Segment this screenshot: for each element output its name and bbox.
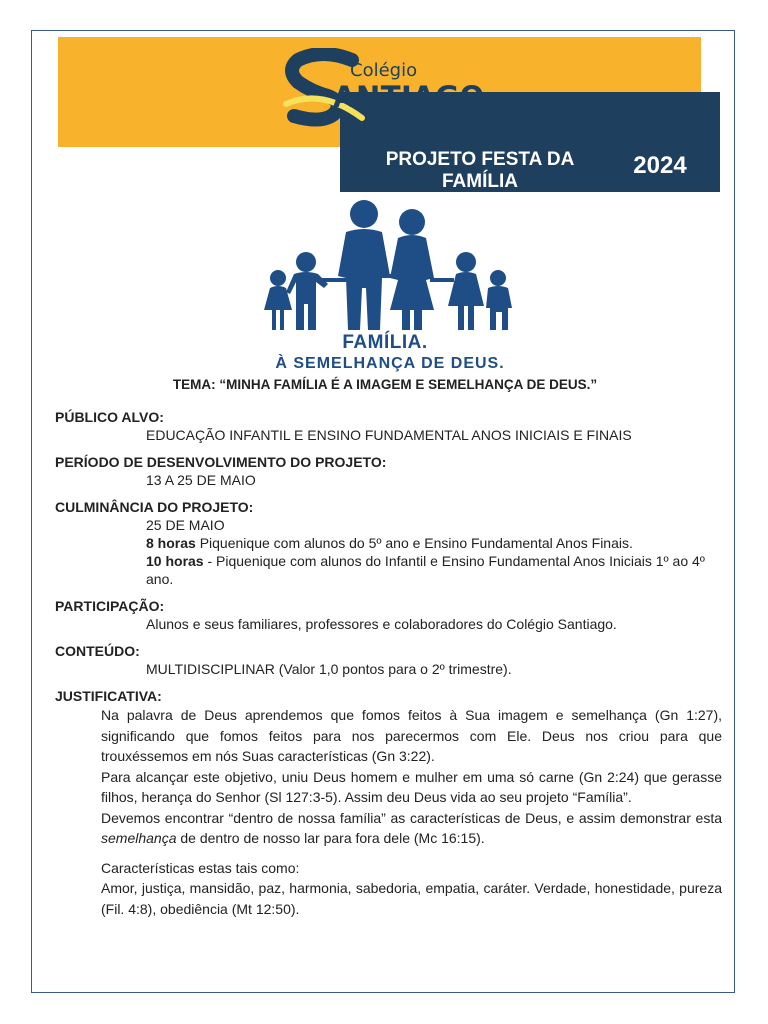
project-year: 2024 (633, 152, 687, 179)
section-body-publico: EDUCAÇÃO INFANTIL E ENSINO FUNDAMENTAL ANOS INICIAIS E FINAIS (146, 427, 632, 443)
justificativa-paragraph-3 (101, 808, 722, 849)
culminancia-item-2 (146, 552, 722, 588)
section-body-participacao: Alunos e seus familiares, professores e colaboradores do Colégio Santiago. (146, 616, 617, 632)
section-title-periodo: PERÍODO DE DESENVOLVIMENTO DO PROJETO: (55, 454, 387, 470)
justificativa-paragraph-2: Para alcançar este objetivo, uniu Deus homem e mulher em uma só carne (Gn 2:24) que gerasse filhos, herança do Senhor (Sl 127:3-5). Assim deu Deus vida ao seu projeto “Família”. (101, 768, 722, 805)
justificativa-p3-end: de dentro de nosso lar para fora dele (Mc 16:15). (176, 830, 485, 846)
project-title: PROJETO FESTA DA FAMÍLIA (385, 149, 575, 192)
school-prefix: Colégio (350, 60, 418, 81)
project-details (55, 408, 722, 919)
family-icon (258, 198, 518, 338)
section-title-publico: PÚBLICO ALVO: (55, 409, 164, 425)
section-body-conteudo: MULTIDISCIPLINAR (Valor 1,0 pontos para o 2º trimestre). (146, 661, 512, 677)
justificativa-paragraph-1: Na palavra de Deus aprendemos que fomos feitos à Sua imagem e semelhança (Gn 1:27), significando que fomos feitos para nos parecermos com Ele. Deus nos criou para que trouxéssemos em nós Suas características (Gn 3:22). (101, 707, 722, 764)
section-title-culminancia: CULMINÂNCIA DO PROJETO: (55, 499, 254, 515)
culminancia-item-1-time: 8 horas (146, 535, 196, 551)
school-name: ANTIAGO (333, 80, 485, 114)
justificativa-p3-start: Devemos encontrar “dentro de nossa família” as características de Deus, e assim demonstrar esta (101, 809, 722, 826)
culminancia-item-2-time: 10 horas (146, 553, 204, 569)
culminancia-item-1-text: Piquenique com alunos do 5º ano e Ensino Fundamental Anos Finais. (195, 535, 633, 551)
section-title-conteudo: CONTEÚDO: (55, 643, 140, 659)
culminancia-date: 25 DE MAIO (146, 517, 225, 533)
justificativa-p3-emphasis: semelhança (101, 830, 177, 846)
section-title-justificativa: JUSTIFICATIVA: (55, 688, 162, 704)
family-slogan: À SEMELHANÇA DE DEUS. (275, 355, 505, 372)
family-caption: FAMÍLIA. (342, 332, 428, 353)
section-title-participacao: PARTICIPAÇÃO: (55, 598, 165, 614)
justificativa-paragraph-4: Características estas tais como: (101, 859, 300, 876)
project-theme: TEMA: “MINHA FAMÍLIA É A IMAGEM E SEMELHANÇA DE DEUS.” (172, 377, 598, 392)
section-body-periodo: 13 A 25 DE MAIO (146, 472, 256, 488)
justificativa-paragraph-5: Amor, justiça, mansidão, paz, harmonia, sabedoria, empatia, caráter. Verdade, honestidade, pureza (Fil. 4:8), obediência (Mt 12:50). (101, 880, 722, 917)
culminancia-item-1 (146, 534, 722, 552)
culminancia-item-2-text: - Piquenique com alunos do Infantil e Ensino Fundamental Anos Iniciais 1º ao 4º ano. (146, 553, 705, 587)
